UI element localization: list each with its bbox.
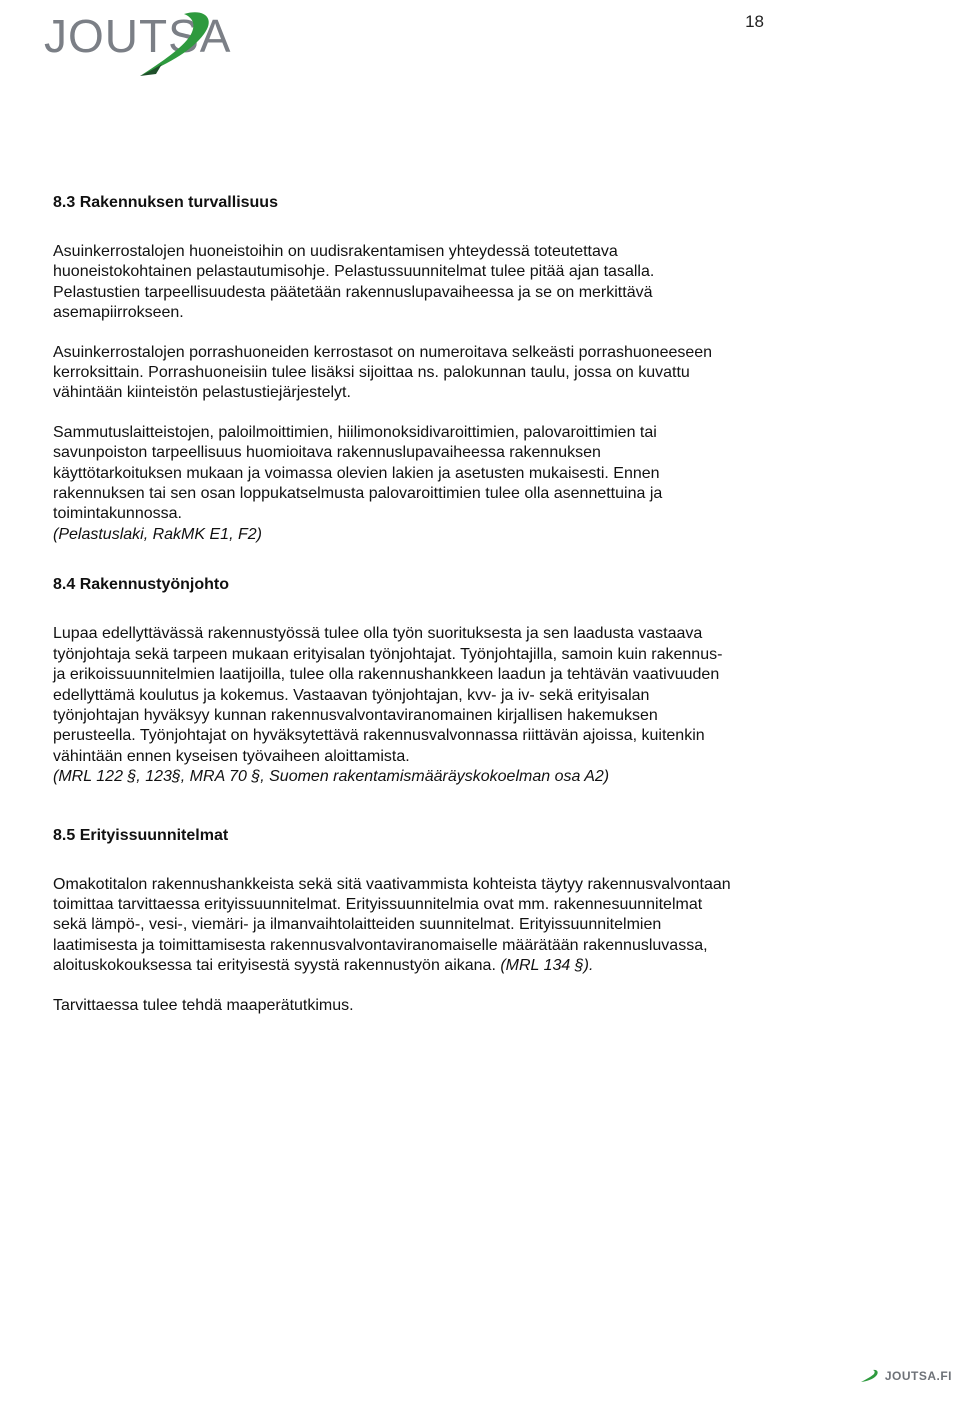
paragraph: Lupaa edellyttävässä rakennustyössä tulee olla työn suorituksesta ja sen laadusta vastaava työnjohtaja sekä tarpeen mukaan erityisalan työnjohtajat. Työnjohtajilla, samoin kuin rakennus- ja erikoissuunnitelmien laatijoilla, tulee olla rakennushankkeen laadun ja tehtävän vaativuuden edellyttämä koulutus ja kokemus. Vastaavan työnjohtajan, kvv- ja iv- sekä erityisalan työnjohtajan hyväksyy kunnan rakennusvalvontaviranomainen kirjallisen hakemuksen perusteella. Työnjohtajat on hyväksytettävä rakennusvalvonnassa riittävän ajoissa, kuitenkin vähintään ennen kyseisen työvaiheen aloittamista. (53, 625, 723, 765)
paragraph: Asuinkerrostalojen huoneistoihin on uudisrakentamisen yhteydessä toteutettava huoneistokohtainen pelastautumisohje. Pelastussuunnitelmat tulee pitää ajan tasalla. Pelastustien tarpeellisuudesta päätetään rakennuslupavaiheessa ja se on merkittävä asemapiirrokseen. (53, 243, 655, 322)
swan-swoosh-icon (44, 4, 224, 84)
footer-logo-text: JOUTSA.FI (884, 1369, 952, 1383)
footer-logo (859, 1369, 952, 1383)
section-heading-8-4: 8.4 Rakennustyönjohto (53, 576, 230, 594)
swan-swoosh-icon (859, 1369, 879, 1383)
citation: (MRL 122 §, 123§, MRA 70 §, Suomen rakentamismääräyskokoelman osa A2) (53, 768, 610, 786)
inline-citation: (MRL 134 §). (500, 957, 594, 975)
logo-wordmark: JOUTSA (44, 10, 232, 62)
paragraph: Tarvittaessa tulee tehdä maaperätutkimus. (53, 996, 354, 1014)
paragraph-text: Omakotitalon rakennushankkeista sekä sitä vaativammista kohteista täytyy rakennusvalvontaan toimittaa tarvittaessa erityissuunnitelmat. Erityissuunnitelmia ovat mm. rakennesuunnitelmat sekä lämpö-, vesi-, viemäri- ja ilmanvaihtolaitteiden suunnitelmat. Erityissuunnitelmien laatimisesta ja toimittamisesta rakennusvalvontaviranomaiselle määrätään rakennusluvassa, aloituskokouksessa tai erityisestä syystä rakennustyön aikana. (53, 875, 731, 975)
section-heading-8-3: 8.3 Rakennuksen turvallisuus (53, 194, 278, 211)
joutsa-logo (44, 4, 232, 84)
citation: (Pelastuslaki, RakMK E1, F2) (53, 525, 262, 543)
paragraph (53, 875, 733, 977)
page-number: 18 (745, 12, 764, 31)
paragraph: Sammutuslaitteistojen, paloilmoittimien, hiilimonoksidivaroittimien, palovaroittimien tai savunpoiston tarpeellisuus huomioitava rakennuslupavaiheessa rakennuksen käyttötarkoituksen mukaan ja voimassa olevien lakien ja asetusten mukaisesti. Ennen rakennuksen tai sen osan loppukatselmusta palovaroittimien tulee olla asennettuina ja toimintakunnossa. (53, 423, 663, 523)
section-heading-8-5: 8.5 Erityissuunnitelmat (53, 826, 229, 844)
document-body (53, 193, 733, 1035)
paragraph: Asuinkerrostalojen porrashuoneiden kerrostasot on numeroitava selkeästi porrashuoneeseen kerroksittain. Porrashuoneisiin tulee lisäksi sijoittaa ns. palokunnan taulu, jossa on kuvattu vähintään kiinteistön pelastustiejärjestelyt. (53, 343, 713, 402)
